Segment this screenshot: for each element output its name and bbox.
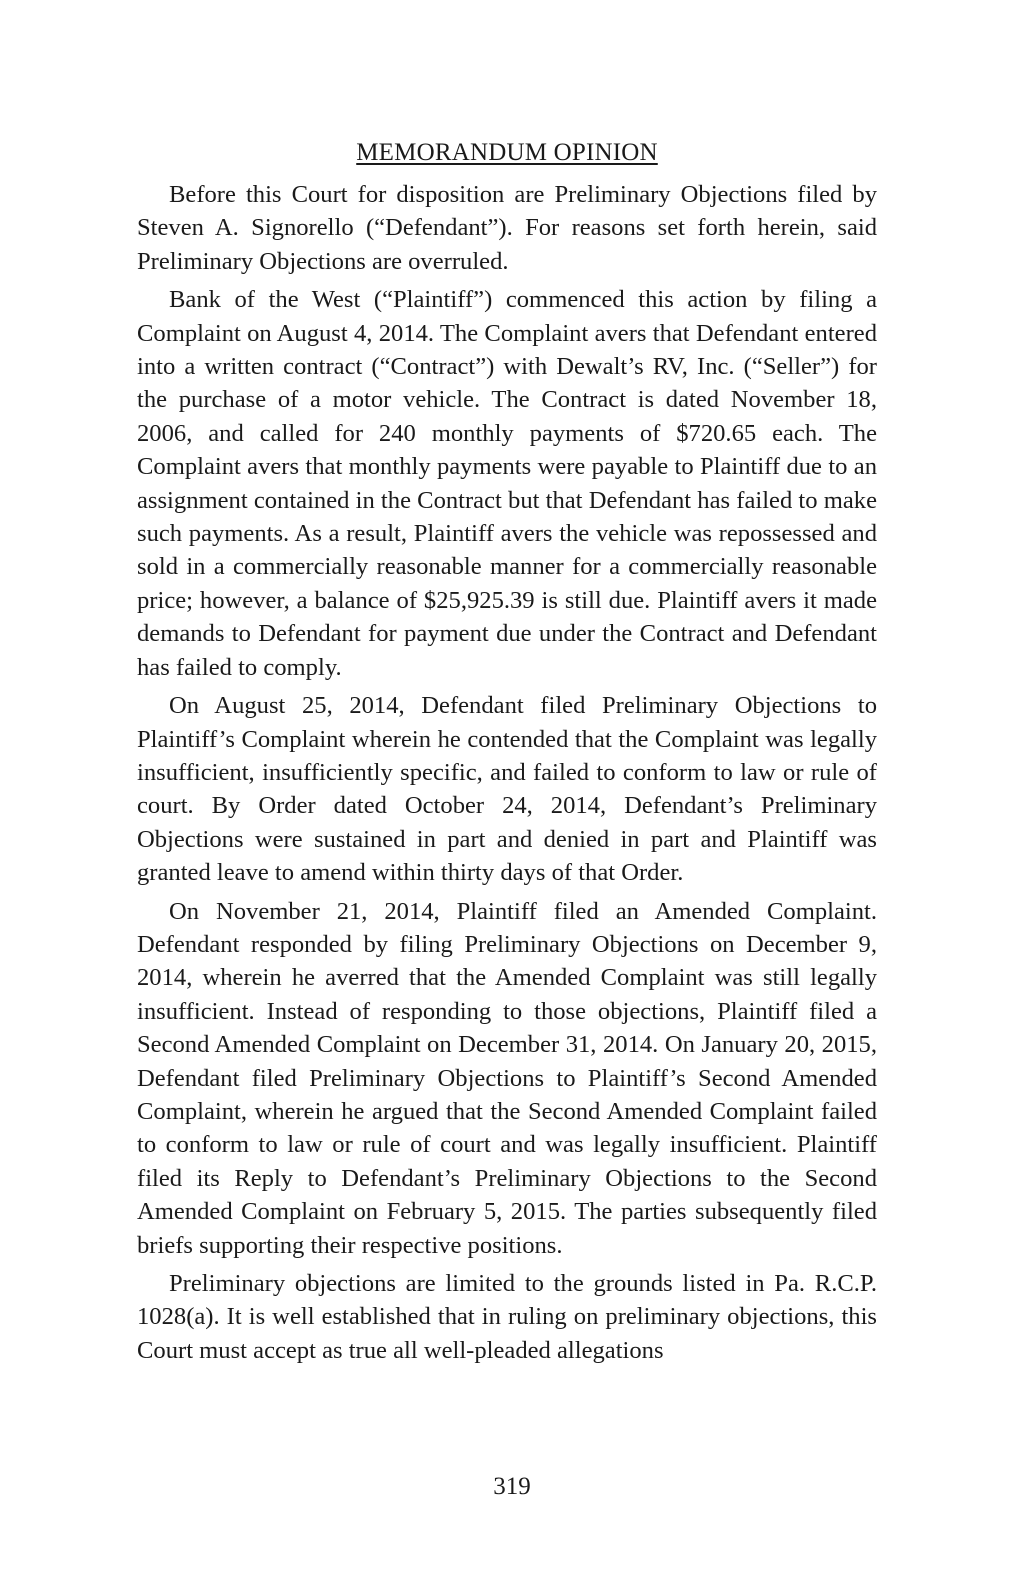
paragraph-disposition: Before this Court for disposition are Preliminary Objections filed by Steven A. Signorello (“Defendant”). For reasons set forth herein, said Preliminary Objections are overruled. bbox=[137, 181, 877, 275]
paragraph-amended-complaints: On November 21, 2014, Plaintiff filed an Amended Complaint. Defendant responded by filing Preliminary Objections on December 9, 2014, wherein he averred that the Amended Complaint was still legally insufficient. Instead of responding to those objections, Plaintiff filed a Second Amended Complaint on December 31, 2014. On January 20, 2015, Defendant filed Preliminary Objections to Plaintiff’s Second Amended Complaint, wherein he argued that the Second Amended Complaint failed to conform to law or rule of court and was legally insufficient. Plaintiff filed its Reply to Defendant’s Preliminary Objections to the Second Amended Complaint on February 5, 2015. The parties subsequently filed briefs supporting their respective positions. bbox=[137, 897, 877, 1259]
paragraph-first-preliminary-objections: On August 25, 2014, Defendant filed Preliminary Objections to Plaintiff’s Complaint wherein he contended that the Complaint was legally insufficient, insufficiently specific, and failed to conform to law or rule of court. By Order dated October 24, 2014, Defendant’s Preliminary Objections were sustained in part and denied in part and Plaintiff was granted leave to amend within thirty days of that Order. bbox=[137, 692, 877, 887]
paragraph-standard-of-review: Preliminary objections are limited to the grounds listed in Pa. R.C.P. 1028(a). It is well established that in ruling on preliminary objections, this Court must accept as true all well-pleaded allegations bbox=[137, 1270, 877, 1364]
memorandum-opinion-heading: MEMORANDUM OPINION bbox=[356, 139, 658, 166]
page-number: 319 bbox=[493, 1473, 531, 1500]
document-page bbox=[137, 138, 877, 1372]
paragraph-complaint-background: Bank of the West (“Plaintiff”) commenced this action by filing a Complaint on August 4, 2014. The Complaint avers that Defendant entered into a written contract (“Contract”) with Dewalt’s RV, Inc. (“Seller”) for the purchase of a motor vehicle. The Contract is dated November 18, 2006, and called for 240 monthly payments of $720.65 each. The Complaint avers that monthly payments were payable to Plaintiff due to an assignment contained in the Contract but that Defendant has failed to make such payments. As a result, Plaintiff avers the vehicle was repossessed and sold in a commercially reasonable manner for a commercially reasonable price; however, a balance of $25,925.39 is still due. Plaintiff avers it made demands to Defendant for payment due under the Contract and Defendant has failed to comply. bbox=[137, 286, 877, 681]
